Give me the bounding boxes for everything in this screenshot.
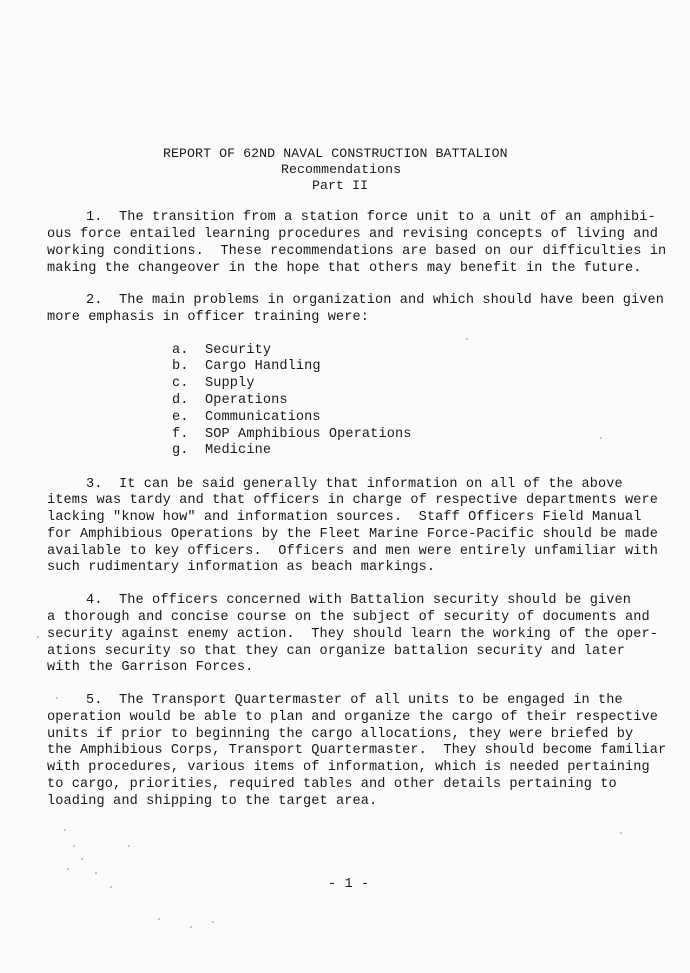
- list-item: d. Operations: [172, 393, 288, 408]
- list-item: b. Cargo Handling: [172, 359, 321, 374]
- report-part: Part II: [312, 178, 369, 193]
- paragraph-3-line: lacking "know how" and information sources. Staff Officers Field Manual: [47, 510, 642, 525]
- paragraph-3-line: such rudimentary information as beach markings.: [47, 560, 436, 575]
- paragraph-3-line: available to key officers. Officers and men were entirely unfamiliar with: [47, 544, 659, 559]
- scan-speck: [128, 845, 130, 847]
- scan-speck: [466, 338, 468, 340]
- paragraph-4-line: with the Garrison Forces.: [47, 660, 254, 675]
- paragraph-2-line: 2. The main problems in organization and which should have been given: [86, 293, 665, 308]
- paragraph-5-line: the Amphibious Corps, Transport Quartermaster. They should become familiar: [47, 743, 667, 758]
- report-subtitle: Recommendations: [281, 162, 402, 177]
- paragraph-1-line: ous force entailed learning procedures and revising concepts of living and: [47, 227, 659, 242]
- paragraph-5-line: operation would be able to plan and organize the cargo of their respective: [47, 710, 659, 725]
- report-title: REPORT OF 62ND NAVAL CONSTRUCTION BATTALION: [163, 146, 508, 161]
- scan-speck: [110, 886, 112, 888]
- scan-speck: [56, 697, 58, 699]
- paragraph-5-line: with procedures, various items of information, which is needed pertaining: [47, 760, 650, 775]
- paragraph-4-line: ations security so that they can organize battalion security and later: [47, 644, 626, 659]
- paragraph-4-line: 4. The officers concerned with Battalion security should be given: [86, 593, 631, 608]
- page-number: - 1 -: [328, 877, 370, 892]
- scan-speck: [73, 845, 75, 847]
- paragraph-3-line: 3. It can be said generally that information on all of the above: [86, 477, 623, 492]
- paragraph-1-line: 1. The transition from a station force unit to a unit of an amphibi-: [86, 210, 656, 225]
- list-item: f. SOP Amphibious Operations: [172, 427, 412, 442]
- scan-speck: [95, 872, 97, 874]
- list-item: g. Medicine: [172, 443, 272, 458]
- list-item: c. Supply: [172, 376, 255, 391]
- scan-speck: [81, 858, 83, 860]
- paragraph-4-line: security against enemy action. They should learn the working of the oper-: [47, 627, 659, 642]
- paragraph-4-line: a thorough and concise course on the subject of security of documents and: [47, 610, 650, 625]
- scan-speck: [158, 918, 160, 920]
- scan-speck: [67, 868, 69, 870]
- list-item: a. Security: [172, 343, 272, 358]
- scan-speck: [37, 636, 39, 638]
- scan-speck: [212, 921, 214, 923]
- paragraph-3-line: for Amphibious Operations by the Fleet Marine Force-Pacific should be made: [47, 527, 659, 542]
- scan-speck: [190, 926, 192, 928]
- scan-speck: [64, 829, 66, 831]
- scan-speck: [620, 832, 622, 834]
- paragraph-5-line: units if prior to beginning the cargo allocations, they were briefed by: [47, 727, 634, 742]
- paragraph-2-line: more emphasis in officer training were:: [47, 310, 370, 325]
- paragraph-5-line: loading and shipping to the target area.: [47, 794, 378, 809]
- paragraph-3-line: items was tardy and that officers in charge of respective departments were: [47, 493, 659, 508]
- paragraph-1-line: making the changeover in the hope that others may benefit in the future.: [47, 261, 642, 276]
- paragraph-5-line: to cargo, priorities, required tables and other details pertaining to: [47, 777, 617, 792]
- paragraph-1-line: working conditions. These recommendations are based on our difficulties in: [47, 244, 667, 259]
- list-item: e. Communications: [172, 410, 321, 425]
- paragraph-5-line: 5. The Transport Quartermaster of all units to be engaged in the: [86, 693, 623, 708]
- scan-speck: [600, 437, 602, 439]
